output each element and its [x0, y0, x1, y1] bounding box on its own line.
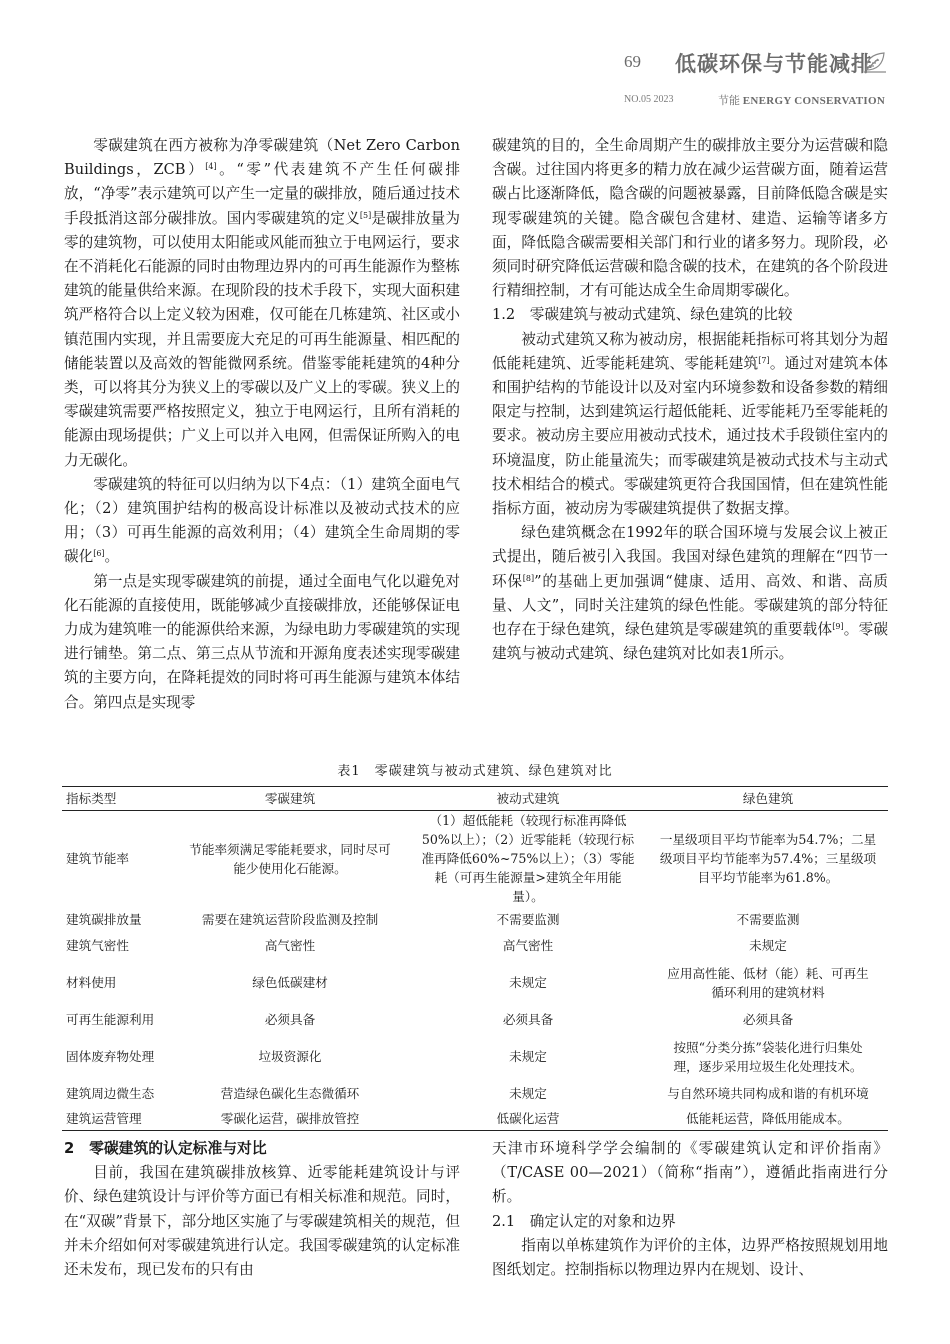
right-column: [492, 134, 888, 666]
paragraph: 目前，我国在建筑碳排放核算、近零能耗建筑设计与评价、绿色建筑设计与评价等方面已有相关标准和规范。同时，在“双碳”背景下，部分地区实施了与零碳建筑相关的规范，但并未介绍如何对零碳建筑进行认定。我国零碳建筑的认定标准还未发布，现已发布的只有由: [64, 1164, 460, 1279]
text-run: 。通过对建筑本体和围护结构的节能设计以及对室内环境参数和设备参数的精细限定与控制，达到建筑运行超低能耗、近零能耗乃至零能耗的要求。被动房主要应用被动式技术，通过技术手段锁住室内的环境温度，防止能量流失；而零碳建筑是被动式技术与主动式技术相结合的模式。零碳建筑更符合我国国情，但在建筑性能指标方面，被动房为零碳建筑提供了数据支撑。: [492, 354, 888, 518]
table-header-cell: 指标类型: [62, 787, 172, 811]
lower-right-column: [492, 1137, 888, 1282]
table-row: [62, 1081, 888, 1107]
table-cell: 建筑周边微生态: [66, 1086, 155, 1101]
table-cell: 未规定: [749, 938, 787, 953]
reference-mark: [8]: [522, 573, 535, 583]
table-caption: 表1 零碳建筑与被动式建筑、绿色建筑对比: [337, 764, 613, 779]
reference-mark: [6]: [93, 549, 105, 559]
table-cell: 零碳化运营，碳排放管控: [172, 1107, 408, 1131]
table-header-cell: 绿色建筑: [648, 787, 888, 811]
table-cell: 必须具备: [742, 1012, 794, 1027]
table-cell: 材料使用: [66, 975, 117, 990]
journal-section-title: 低碳环保与节能减排: [675, 52, 873, 76]
table-cell: 与自然环境共同构成和谐的有机环境: [667, 1086, 869, 1101]
table-cell: 营造绿色碳化生态微循环: [220, 1086, 360, 1101]
section-heading-2-1: 2.1 确定认定的对象和边界: [492, 1212, 676, 1230]
table-cell: （1）超低能耗（较现行标准再降低50%以上）；（2）近零能耗（较现行标准再降低60%~75%以上）；（3）零能耗（可再生能源量>建筑全年用能量）。: [421, 813, 635, 905]
paragraph: 指南以单栋建筑作为评价的主体，边界严格按照规划用地图纸划定。控制指标以物理边界内在规划、设计、: [492, 1236, 888, 1279]
reference-mark: [9]: [832, 622, 844, 632]
table-header-cell: 零碳建筑: [172, 787, 408, 811]
table-cell: 不需要监测: [736, 912, 800, 927]
page-number: 69: [624, 52, 641, 71]
table-row: [62, 1007, 888, 1033]
table-row: [62, 959, 888, 1007]
text-run: 绿色建筑概念在1992年的联合国环境与发展会议上被正式提出，随后被引入我国。我国对绿色建筑的理解在“四节一环保: [492, 524, 888, 590]
table-row: [62, 1033, 888, 1081]
table-cell: 建筑节能率: [66, 851, 129, 867]
table-cell: 应用高性能、低材（能）耗、可再生循环利用的建筑材料: [667, 965, 869, 1000]
table-cell: 固体废弃物处理: [66, 1049, 155, 1064]
table-row: [62, 907, 888, 933]
paragraph: 碳建筑的目的，全生命周期产生的碳排放主要分为运营碳和隐含碳。过往国内将更多的精力放在减少运营碳方面，随着运营碳占比逐渐降低，隐含碳的问题被暴露，目前降低隐含碳是实现零碳建筑的关键。隐含碳包含建材、建造、运输等诸多方面，降低隐含碳需要相关部门和行业的诸多努力。现阶段，必须同时研究降低运营碳和隐含碳的技术，在建筑的各个阶段进行精细控制，才有可能达成全生命周期零碳化。: [492, 137, 888, 300]
comparison-table: [62, 786, 888, 1131]
text-run: 零碳建筑在西方被称为净零碳建筑（Net Zero Carbon Buildings，ZCB）: [64, 137, 460, 179]
left-column: [64, 134, 460, 715]
table-row: [62, 1107, 888, 1131]
table-cell: 节能率须满足零能耗要求，同时尽可能少使用化石能源。: [189, 841, 391, 876]
table-cell: 必须具备: [264, 1012, 316, 1027]
paragraph: [64, 473, 460, 570]
table-cell: 高气密性: [502, 938, 554, 953]
table-row: [62, 811, 888, 907]
section-heading-1-2: 1.2 零碳建筑与被动式建筑、绿色建筑的比较: [492, 306, 793, 324]
magazine-name-en: ENERGY CONSERVATION: [742, 95, 886, 107]
table-cell: 未规定: [509, 1086, 547, 1101]
text-run: 。“零”代表建筑不产生任何碳排放，“净零”表示建筑可以产生一定量的碳排放，随后通过技术手段抵消这部分碳排放。国内零碳建筑的定义: [64, 161, 460, 227]
leaf-icon: [862, 50, 888, 74]
table-cell: 可再生能源利用: [66, 1012, 155, 1027]
text-run: 是碳排放量为零的建筑物，可以使用太阳能或风能而独立于电网运行，要求在不消耗化石能源的同时由物理边界内的可再生能源作为整栋建筑的能量供给来源。在现阶段的技术手段下，实现大面积建筑严格符合以上定义较为困难，仅可能在几栋建筑、社区或小镇范围内实现，并且需要庞大充足的可再生能源量、相匹配的储能装置以及高效的智能微网系统。借鉴零能耗建筑的4种分类，可以将其分为狭义上的零碳以及广义上的零碳。狭义上的零碳建筑需要严格按照定义，独立于电网运行，且所有消耗的能源由现场提供；广义上可以并入电网，但需保证所购入的电力无碳化。: [64, 209, 460, 469]
table-header-row: [62, 787, 888, 811]
table-row: [62, 933, 888, 959]
table-cell: 低能耗运营，降低用能成本。: [648, 1107, 888, 1131]
text-run: ”的基础上更加强调“健康、适用、高效、和谐、高质量、人文”，同时关注建筑的绿色性能。零碳建筑的部分特征也存在于绿色建筑，绿色建筑是零碳建筑的重要载体: [492, 572, 888, 639]
table-header-cell: 被动式建筑: [408, 787, 648, 811]
paragraph: [492, 328, 888, 522]
section-heading-2: 2 零碳建筑的认定标准与对比: [64, 1140, 267, 1157]
text-run: 。零碳建筑与被动式建筑、绿色建筑对比如表1所示。: [492, 621, 888, 663]
table-cell: 建筑气密性: [66, 938, 129, 953]
table-cell: 高气密性: [264, 938, 316, 953]
lower-left-column: [64, 1137, 460, 1282]
text-run: 被动式建筑又称为被动房，根据能耗指标可将其划分为超低能耗建筑、近零能耗建筑、零能耗建筑: [492, 330, 888, 372]
table-cell: 建筑碳排放量: [66, 912, 142, 927]
table-cell: 未规定: [509, 975, 547, 990]
paragraph: 天津市环境科学学会编制的《零碳建筑认定和评价指南》（T/CASE 00—2021）（简称“指南”），遵循此指南进行分析。: [492, 1140, 888, 1206]
table-cell: 需要在建筑运营阶段监测及控制: [201, 912, 379, 927]
paragraph: [64, 134, 460, 473]
page-header: [600, 46, 900, 116]
table-cell: 必须具备: [502, 1012, 554, 1027]
table-cell: 未规定: [509, 1049, 547, 1064]
magazine-name-cn: 节能: [718, 95, 740, 107]
table-cell: 不需要监测: [496, 912, 560, 927]
table-cell: 建筑运营管理: [62, 1107, 172, 1131]
text-run: 。: [104, 548, 120, 566]
table-cell: 垃圾资源化: [258, 1049, 322, 1064]
magazine-name: [718, 92, 885, 108]
table-cell: 一星级项目平均节能率为54.7%；二星级项目平均节能率为57.4%；三星级项目平均节能率为61.8%。: [659, 832, 877, 886]
table-cell: 绿色低碳建材: [252, 975, 328, 990]
reference-mark: [4]: [205, 162, 217, 172]
table-cell: 低碳化运营: [408, 1107, 648, 1131]
reference-mark: [5]: [359, 210, 372, 220]
paragraph: [492, 521, 888, 666]
table-cell: 按照“分类分拣”袋装化进行归集处理，逐步采用垃圾生化处理技术。: [673, 1039, 863, 1074]
reference-mark: [7]: [758, 355, 770, 365]
issue-number: NO.05 2023: [624, 94, 674, 105]
paragraph: 第一点是实现零碳建筑的前提，通过全面电气化以避免对化石能源的直接使用，既能够减少直接碳排放，还能够保证电力成为建筑唯一的能源供给来源，为绿电助力零碳建筑的实现进行铺垫。第二点、第三点从节流和开源角度表述实现零碳建筑的主要方向，在降耗提效的同时将可再生能源与建筑本体结合。第四点是实现零: [64, 572, 460, 711]
text-run: 零碳建筑的特征可以归纳为以下4点：（1）建筑全面电气化；（2）建筑围护结构的极高设计标准以及被动式技术的应用；（3）可再生能源的高效利用；（4）建筑全生命周期的零碳化: [64, 475, 460, 566]
